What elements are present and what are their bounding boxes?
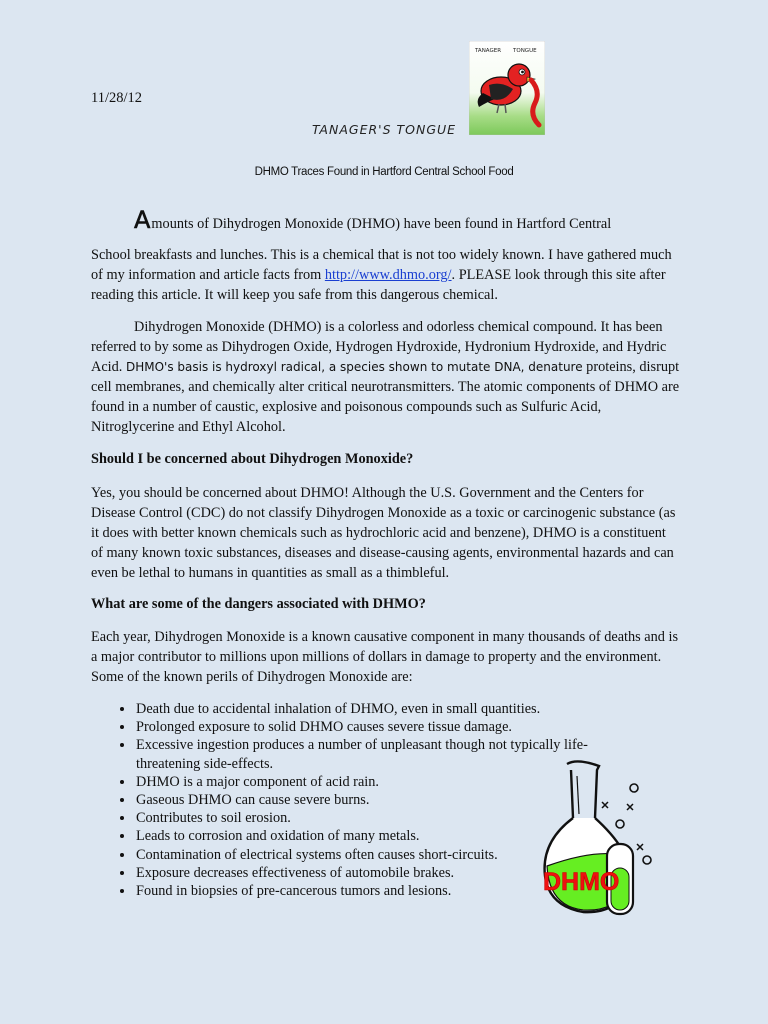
list-item: • Gaseous DHMO can cause severe burns.	[135, 791, 635, 809]
answer-paragraph-concerned: Yes, you should be concerned about DHMO! Although the U.S. Government and the Centers for Disease Control (CDC) do not classify Dihydrogen Monoxide as a toxic or carcinogenic substance (as it does with better known chemicals such as hydrochloric acid and benzene), DHMO is a constituent of many known toxic substances, diseases and disease-causing agents, environmental hazards and can even be lethal to humans in quantities as small as a thimbleful.	[91, 485, 676, 581]
question-heading-concerned: Should I be concerned about Dihydrogen Monoxide?	[91, 451, 414, 467]
list-item: • Death due to accidental inhalation of DHMO, even in small quantities.	[135, 700, 635, 718]
tanager-logo	[469, 41, 545, 135]
definition-part2: DHMO's basis is hydroxyl radical, a species shown to mutate DNA, denature	[125, 360, 583, 374]
logo-label-left: TANAGER	[475, 48, 502, 54]
flask-icon	[537, 756, 657, 926]
intro-first-line	[134, 206, 611, 234]
article-headline: DHMO Traces Found in Hartford Central School Food	[254, 166, 514, 178]
intro-first-line-text: mounts of Dihydrogen Monoxide (DHMO) have been found in Hartford Central	[151, 216, 612, 232]
list-item: • DHMO is a major component of acid rain.	[135, 773, 635, 791]
flask-label: DHMO	[543, 868, 620, 896]
question-heading-dangers: What are some of the dangers associated with DHMO?	[91, 596, 426, 612]
list-item: • Contributes to soil erosion.	[135, 809, 635, 827]
list-item: • Exposure decreases effectiveness of automobile brakes.	[135, 864, 635, 882]
answer-paragraph-dangers: Each year, Dihydrogen Monoxide is a known causative component in many thousands of deaths and is a major contributor to millions upon millions of dollars in damage to property and the environment. Some of the known perils of Dihydrogen Monoxide are:	[91, 629, 679, 685]
list-item: • Leads to corrosion and oxidation of many metals.	[135, 827, 635, 845]
definition-part3: proteins, disrupt cell membranes, and chemically alter critical neurotransmitters. The atomic components of DHMO are found in a number of caustic, explosive and poisonous compounds such as Sulfuric Acid, Nitroglycerine and Ethyl Alcohol.	[91, 359, 680, 435]
newsletter-title: TANAGER'S TONGUE	[311, 122, 457, 137]
list-item: • Contamination of electrical systems often causes short-circuits.	[135, 846, 635, 864]
drop-cap: A	[134, 206, 151, 234]
date: 11/28/12	[91, 90, 143, 106]
list-item: • Excessive ingestion produces a number of unpleasant though not typically life-threatening side-effects.	[135, 736, 635, 772]
list-item: • Found in biopsies of pre-cancerous tumors and lesions.	[135, 882, 635, 900]
intro-text-before-link: School breakfasts and lunches. This is a chemical that is not too widely known. I have gathered much of my information and article facts from	[91, 247, 672, 283]
dhmo-website-link[interactable]: http://www.dhmo.org/	[324, 267, 452, 283]
list-item: • Prolonged exposure to solid DHMO causes severe tissue damage.	[135, 718, 635, 736]
intro-text-after-link: . PLEASE look through this site after reading this article. It will keep you safe from this dangerous chemical.	[91, 267, 666, 303]
logo-label-right: TONGUE	[513, 48, 537, 54]
intro-paragraph	[91, 245, 681, 305]
definition-paragraph	[91, 317, 681, 437]
definition-part1: Dihydrogen Monoxide (DHMO) is a colorless and odorless chemical compound. It has been referred to by some as Dihydrogen Oxide, Hydrogen Hydroxide, Hydronium Hydroxide, and Hydric Acid.	[91, 319, 667, 375]
